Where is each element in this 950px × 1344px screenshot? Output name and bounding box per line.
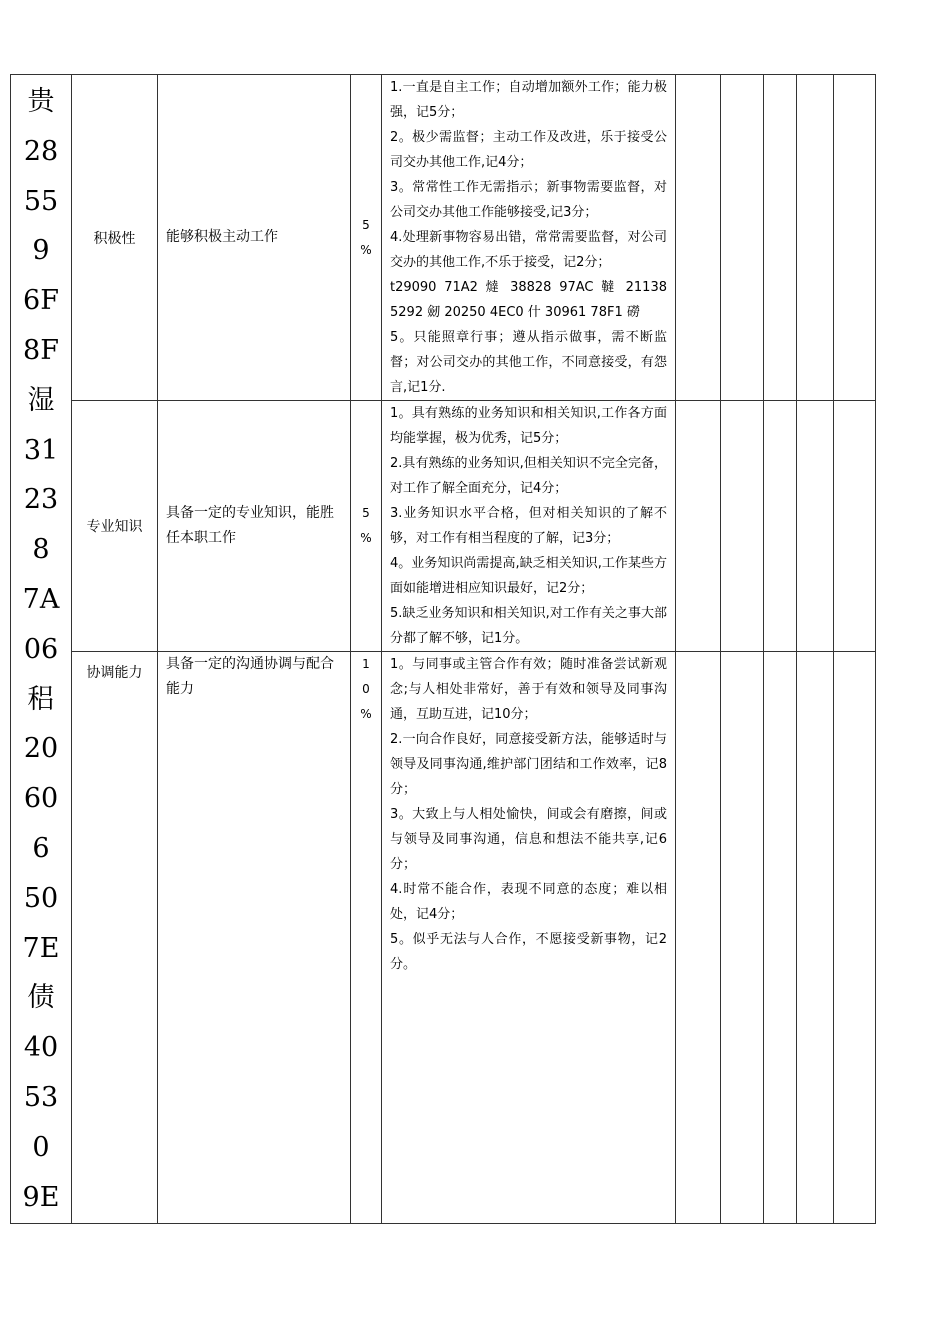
item-weight: 5 % bbox=[351, 75, 382, 401]
left-code-char: 0 bbox=[32, 1131, 50, 1163]
left-code-column bbox=[11, 75, 72, 1224]
left-code-char: 7E bbox=[22, 932, 60, 964]
left-code-char: 6 bbox=[32, 832, 50, 864]
score-cell[interactable] bbox=[834, 652, 876, 1224]
score-cell[interactable] bbox=[721, 75, 764, 401]
left-code-char: 湿 bbox=[27, 384, 55, 416]
item-weight: 5 % bbox=[351, 401, 382, 652]
score-cell[interactable] bbox=[834, 401, 876, 652]
item-description: 具备一定的沟通协调与配合能力 bbox=[158, 652, 351, 1224]
score-cell[interactable] bbox=[721, 401, 764, 652]
left-code-char: 9E bbox=[22, 1181, 60, 1213]
left-code-char: 50 bbox=[23, 882, 59, 914]
table-row bbox=[11, 652, 876, 1224]
score-cell[interactable] bbox=[764, 652, 797, 1224]
scoring-criteria: 1.一直是自主工作；自动增加额外工作；能力极强，记5分； 2。极少需监督；主动工作及改进，乐于接受公司交办其他工作,记4分； 3。常常性工作无需指示；新事物需要监督，对公司交办其他工作能够接受,记3分； 4.处理新事物容易出错，常常需要监督，对公司交办的其他工作,不乐于接受，记2分； t29090 71A2 燵 38828 97AC 韃 21138 5292 劒 20250 4EC0 什 30961 78F1 磱 5。只能照章行事；遵从指示做事，需不断监督；对公司交办的其他工作，不同意接受，有怨言,记1分. bbox=[382, 75, 676, 401]
left-code-char: 8F bbox=[23, 334, 59, 366]
left-code-char: 9 bbox=[32, 235, 50, 267]
left-code-char: 债 bbox=[27, 982, 55, 1014]
scoring-criteria: 1。具有熟练的业务知识和相关知识,工作各方面均能掌握，极为优秀，记5分； 2.具有熟练的业务知识,但相关知识不完全完备，对工作了解全面充分，记4分； 3.业务知识水平合格，但对相关知识的了解不够，对工作有相当程度的了解，记3分； 4。业务知识尚需提高,缺乏相关知识,工作某些方面如能增进相应知识最好，记2分； 5.缺乏业务知识和相关知识,对工作有关之事大部分都了解不够，记1分。 bbox=[382, 401, 676, 652]
item-name: 专业知识 bbox=[72, 401, 158, 652]
score-cell[interactable] bbox=[676, 75, 721, 401]
left-code-char: 稆 bbox=[27, 683, 55, 715]
left-code-char: 53 bbox=[23, 1081, 59, 1113]
score-cell[interactable] bbox=[797, 75, 834, 401]
left-code-char: 8 bbox=[32, 534, 50, 566]
score-cell[interactable] bbox=[797, 401, 834, 652]
score-cell[interactable] bbox=[764, 401, 797, 652]
score-cell[interactable] bbox=[764, 75, 797, 401]
left-code-char: 60 bbox=[23, 783, 59, 815]
item-name: 协调能力 bbox=[72, 652, 158, 1224]
item-description: 能够积极主动工作 bbox=[158, 75, 351, 401]
item-name: 积极性 bbox=[72, 75, 158, 401]
left-code-char: 贵 bbox=[27, 86, 55, 117]
table-row bbox=[11, 401, 876, 652]
left-code-char: 06 bbox=[23, 633, 59, 665]
left-code-char: 28 bbox=[23, 135, 59, 167]
left-code-char: 55 bbox=[23, 185, 59, 217]
score-cell[interactable] bbox=[676, 401, 721, 652]
scoring-criteria: 1。与同事或主管合作有效；随时准备尝试新观念;与人相处非常好，善于有效和领导及同事沟通，互助互进，记10分； 2.一向合作良好，同意接受新方法，能够适时与领导及同事沟通,维护部门团结和工作效率，记8分； 3。大致上与人相处愉快，间或会有磨擦，间或与领导及同事沟通，信息和想法不能共享,记6分； 4.时常不能合作，表现不同意的态度；难以相处，记4分； 5。似乎无法与人合作，不愿接受新事物，记2分。 bbox=[382, 652, 676, 1224]
score-cell[interactable] bbox=[721, 652, 764, 1224]
left-code-char: 31 bbox=[23, 434, 59, 466]
table-row bbox=[11, 75, 876, 401]
item-weight: 1 0 % bbox=[351, 652, 382, 1224]
score-cell[interactable] bbox=[834, 75, 876, 401]
evaluation-table bbox=[10, 74, 876, 1224]
left-code-char: 40 bbox=[23, 1032, 59, 1064]
score-cell[interactable] bbox=[797, 652, 834, 1224]
left-code-char: 23 bbox=[23, 484, 59, 516]
score-cell[interactable] bbox=[676, 652, 721, 1224]
left-code-char: 20 bbox=[23, 733, 59, 765]
item-description: 具备一定的专业知识，能胜任本职工作 bbox=[158, 401, 351, 652]
left-code-char: 7A bbox=[22, 583, 60, 615]
left-code-char: 6F bbox=[23, 285, 59, 317]
